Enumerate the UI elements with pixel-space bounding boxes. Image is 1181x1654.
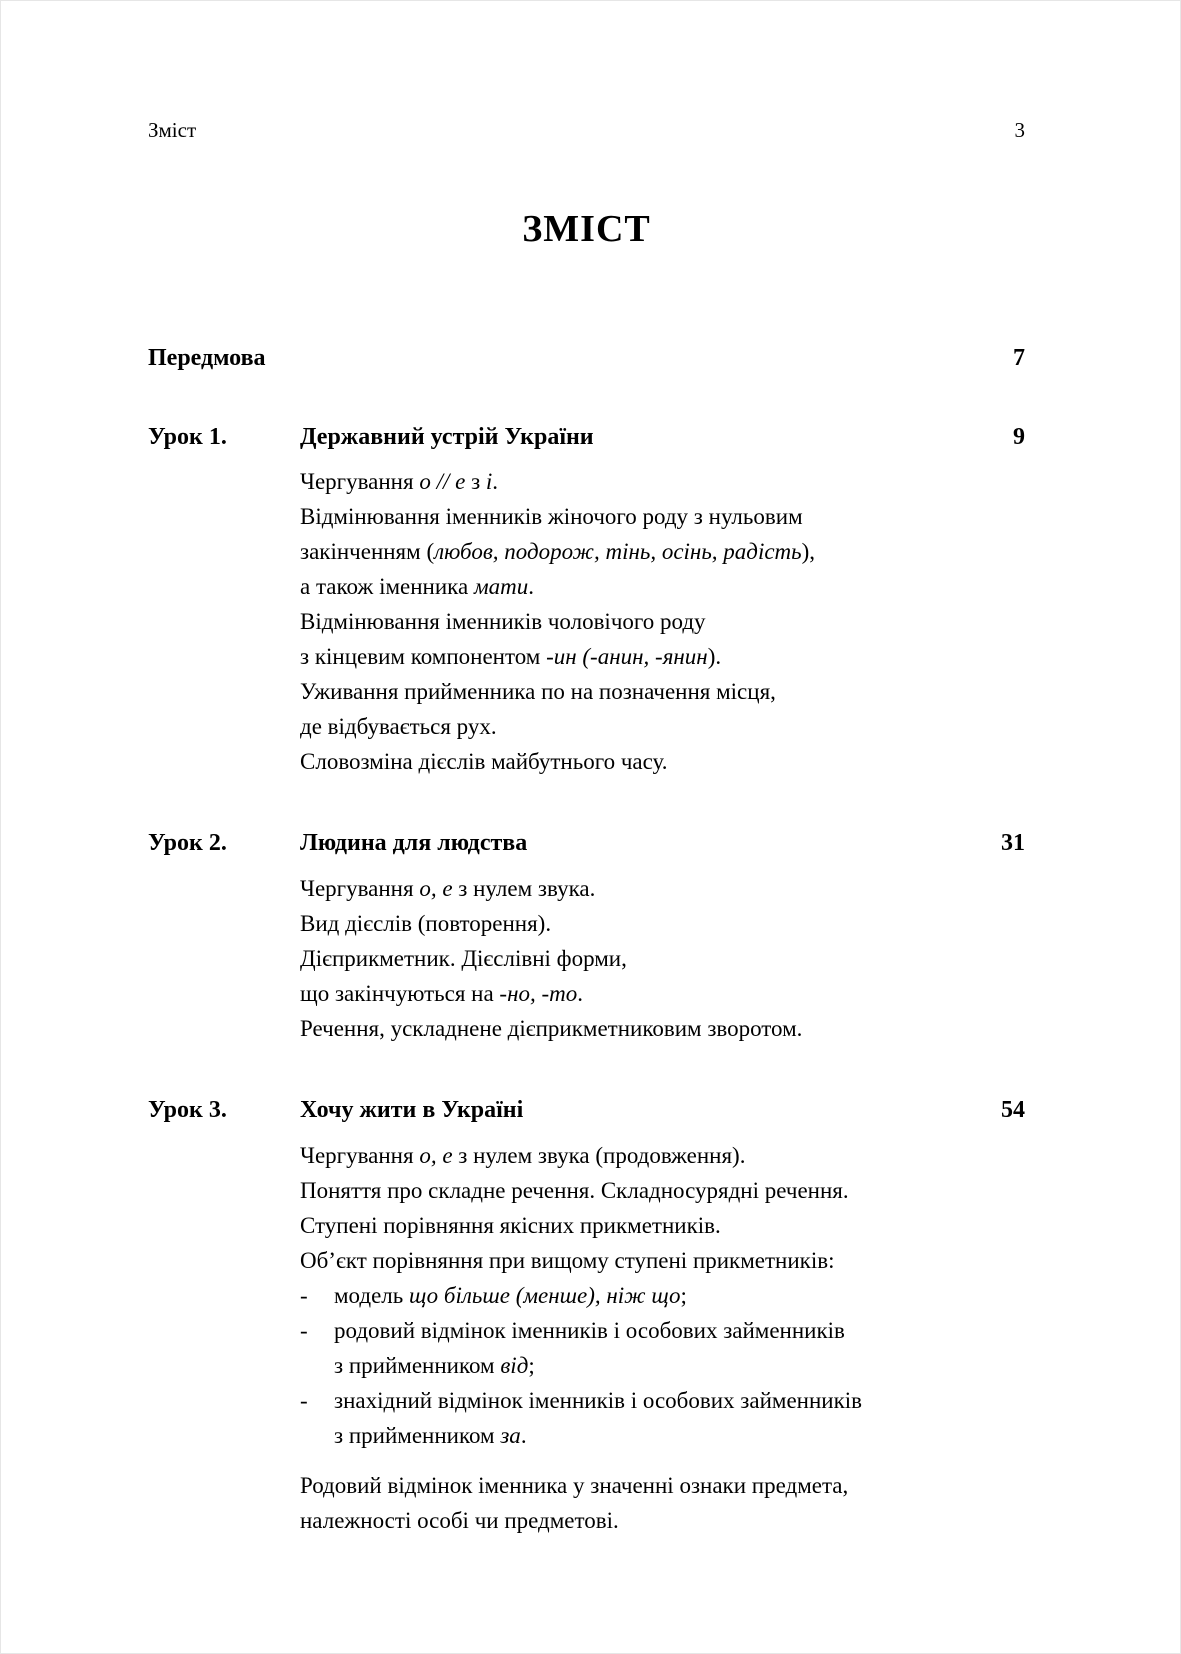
- text-segment: .: [528, 574, 534, 600]
- bullet-dash: -: [300, 1318, 308, 1344]
- text-segment: .: [577, 981, 584, 1007]
- italic-text-segment: о, е: [419, 1143, 453, 1169]
- italic-text-segment: за: [500, 1423, 521, 1449]
- toc-entry-label: Передмова: [148, 344, 266, 371]
- toc-desc-line: [300, 1138, 1025, 1173]
- text-segment: з кінцевим компонентом: [300, 644, 547, 670]
- text-segment: Відмінювання іменників чоловічого роду: [300, 609, 706, 635]
- toc-desc-line: [300, 534, 1025, 569]
- toc-desc-line: [300, 871, 1025, 906]
- text-segment: з прийменником: [334, 1353, 501, 1379]
- text-segment: а також іменника: [300, 574, 474, 600]
- toc-entry: [148, 829, 1025, 1046]
- toc-entry-page-number: 54: [1001, 1097, 1025, 1124]
- italic-text-segment: що більше (менше), ніж що: [409, 1283, 681, 1309]
- toc-desc-line: [300, 1348, 1025, 1383]
- toc-entry-descriptions: [300, 464, 1025, 779]
- toc-desc-line: [300, 1383, 1025, 1418]
- toc-desc-line: [300, 1313, 1025, 1348]
- toc-entries: [148, 344, 1025, 1538]
- text-segment: ),: [801, 539, 816, 565]
- text-segment: що закінчуються на: [300, 981, 500, 1007]
- italic-text-segment: і: [485, 469, 493, 495]
- text-segment: Уживання прийменника по на позначення місця,: [300, 679, 776, 705]
- toc-desc-line: [300, 639, 1025, 674]
- toc-desc-line: [300, 464, 1025, 499]
- text-segment: Поняття про складне речення. Складносурядні речення.: [300, 1178, 849, 1204]
- toc-entry-page-number: 31: [1001, 830, 1025, 857]
- running-head: Зміст: [148, 118, 197, 142]
- toc-desc-line: [300, 1243, 1025, 1278]
- toc-desc-text: [334, 1383, 862, 1418]
- text-segment: де відбувається рух.: [300, 714, 497, 740]
- text-segment: модель: [334, 1283, 410, 1309]
- toc-desc-line: [300, 1503, 1025, 1538]
- toc-entry-page-number: 7: [1013, 344, 1025, 371]
- toc-desc-line: [300, 976, 1025, 1011]
- text-segment: знахідний відмінок іменників і особових займенників: [334, 1388, 863, 1414]
- italic-text-segment: мати: [473, 574, 529, 600]
- italic-text-segment: любов, подорож, тінь, осінь, радість: [434, 539, 802, 565]
- text-segment: з нулем звука (продовження).: [452, 1143, 746, 1169]
- toc-entry: [148, 344, 1025, 373]
- text-segment: з нулем звука.: [452, 876, 596, 902]
- toc-entry-page-number: 9: [1013, 423, 1025, 450]
- text-segment: Словозміна дієслів майбутнього часу.: [300, 749, 668, 775]
- page-number: 3: [1014, 118, 1025, 142]
- text-segment: закінченням (: [300, 539, 435, 565]
- italic-text-segment: -но, -то: [499, 981, 578, 1007]
- toc-entry-label: Урок 2.: [148, 830, 227, 857]
- toc-entry-title: Хочу жити в Україні: [300, 1097, 524, 1124]
- toc-desc-line: [300, 941, 1025, 976]
- toc-desc-text: [334, 1313, 845, 1348]
- text-segment: з: [465, 469, 486, 495]
- text-segment: Чергування: [300, 469, 420, 495]
- toc-entry-row: [148, 1096, 1025, 1125]
- toc-entry-label: Урок 1.: [148, 423, 227, 450]
- italic-text-segment: о, е: [419, 876, 453, 902]
- text-segment: Речення, ускладнене дієприкметниковим зворотом.: [300, 1016, 803, 1042]
- bullet-dash: -: [300, 1283, 308, 1309]
- text-segment: з прийменником: [334, 1423, 501, 1449]
- toc-desc-line: [300, 1173, 1025, 1208]
- toc-desc-line: [300, 569, 1025, 604]
- text-segment: Ступені порівняння якісних прикметників.: [300, 1213, 721, 1239]
- text-segment: родовий відмінок іменників і особових займенників: [334, 1318, 845, 1344]
- text-segment: Чергування: [300, 1143, 420, 1169]
- text-segment: ;: [528, 1353, 535, 1379]
- bullet-dash: -: [300, 1388, 308, 1414]
- toc-entry: [148, 423, 1025, 780]
- text-segment: Вид дієслів (повторення).: [300, 911, 552, 937]
- italic-text-segment: о // е: [419, 469, 466, 495]
- toc-entry-descriptions: [300, 871, 1025, 1046]
- text-segment: Дієприкметник. Дієслівні форми,: [300, 946, 627, 972]
- toc-entry: [148, 1096, 1025, 1538]
- toc-desc-line: [300, 1468, 1025, 1503]
- toc-entry-label: Урок 3.: [148, 1097, 227, 1124]
- toc-desc-line: [300, 1278, 1025, 1313]
- text-segment: Об’єкт порівняння при вищому ступені прикметників:: [300, 1248, 835, 1274]
- toc-entry-descriptions: [300, 1138, 1025, 1538]
- text-segment: належності особі чи предметові.: [300, 1508, 619, 1534]
- text-segment: ).: [707, 644, 722, 670]
- page-title: ЗМІСТ: [522, 208, 651, 251]
- toc-desc-line: [300, 604, 1025, 639]
- text-segment: .: [520, 1423, 527, 1449]
- toc-desc-line: [300, 1208, 1025, 1243]
- toc-desc-line: [300, 499, 1025, 534]
- toc-desc-line: [300, 1418, 1025, 1453]
- toc-desc-text: [334, 1278, 687, 1313]
- text-segment: .: [492, 469, 499, 495]
- text-segment: Родовий відмінок іменника у значенні ознаки предмета,: [300, 1473, 849, 1499]
- toc-entry-row: [148, 423, 1025, 452]
- toc-desc-line: [300, 709, 1025, 744]
- page-header: [148, 118, 1025, 142]
- text-segment: Відмінювання іменників жіночого роду з нульовим: [300, 504, 803, 530]
- text-segment: Чергування: [300, 876, 420, 902]
- text-segment: ;: [680, 1283, 687, 1309]
- toc-desc-line: [300, 744, 1025, 779]
- toc-desc-line: [300, 906, 1025, 941]
- toc: [148, 344, 1025, 1538]
- toc-desc-line: [300, 1011, 1025, 1046]
- toc-desc-line: [300, 674, 1025, 709]
- toc-entry-row: [148, 829, 1025, 858]
- toc-entry-title: Державний устрій України: [300, 423, 594, 450]
- italic-text-segment: -ин (-анин, -янин: [546, 644, 708, 670]
- italic-text-segment: від: [500, 1353, 529, 1379]
- toc-entry-title: Людина для людства: [300, 830, 528, 857]
- toc-entry-row: [148, 344, 1025, 373]
